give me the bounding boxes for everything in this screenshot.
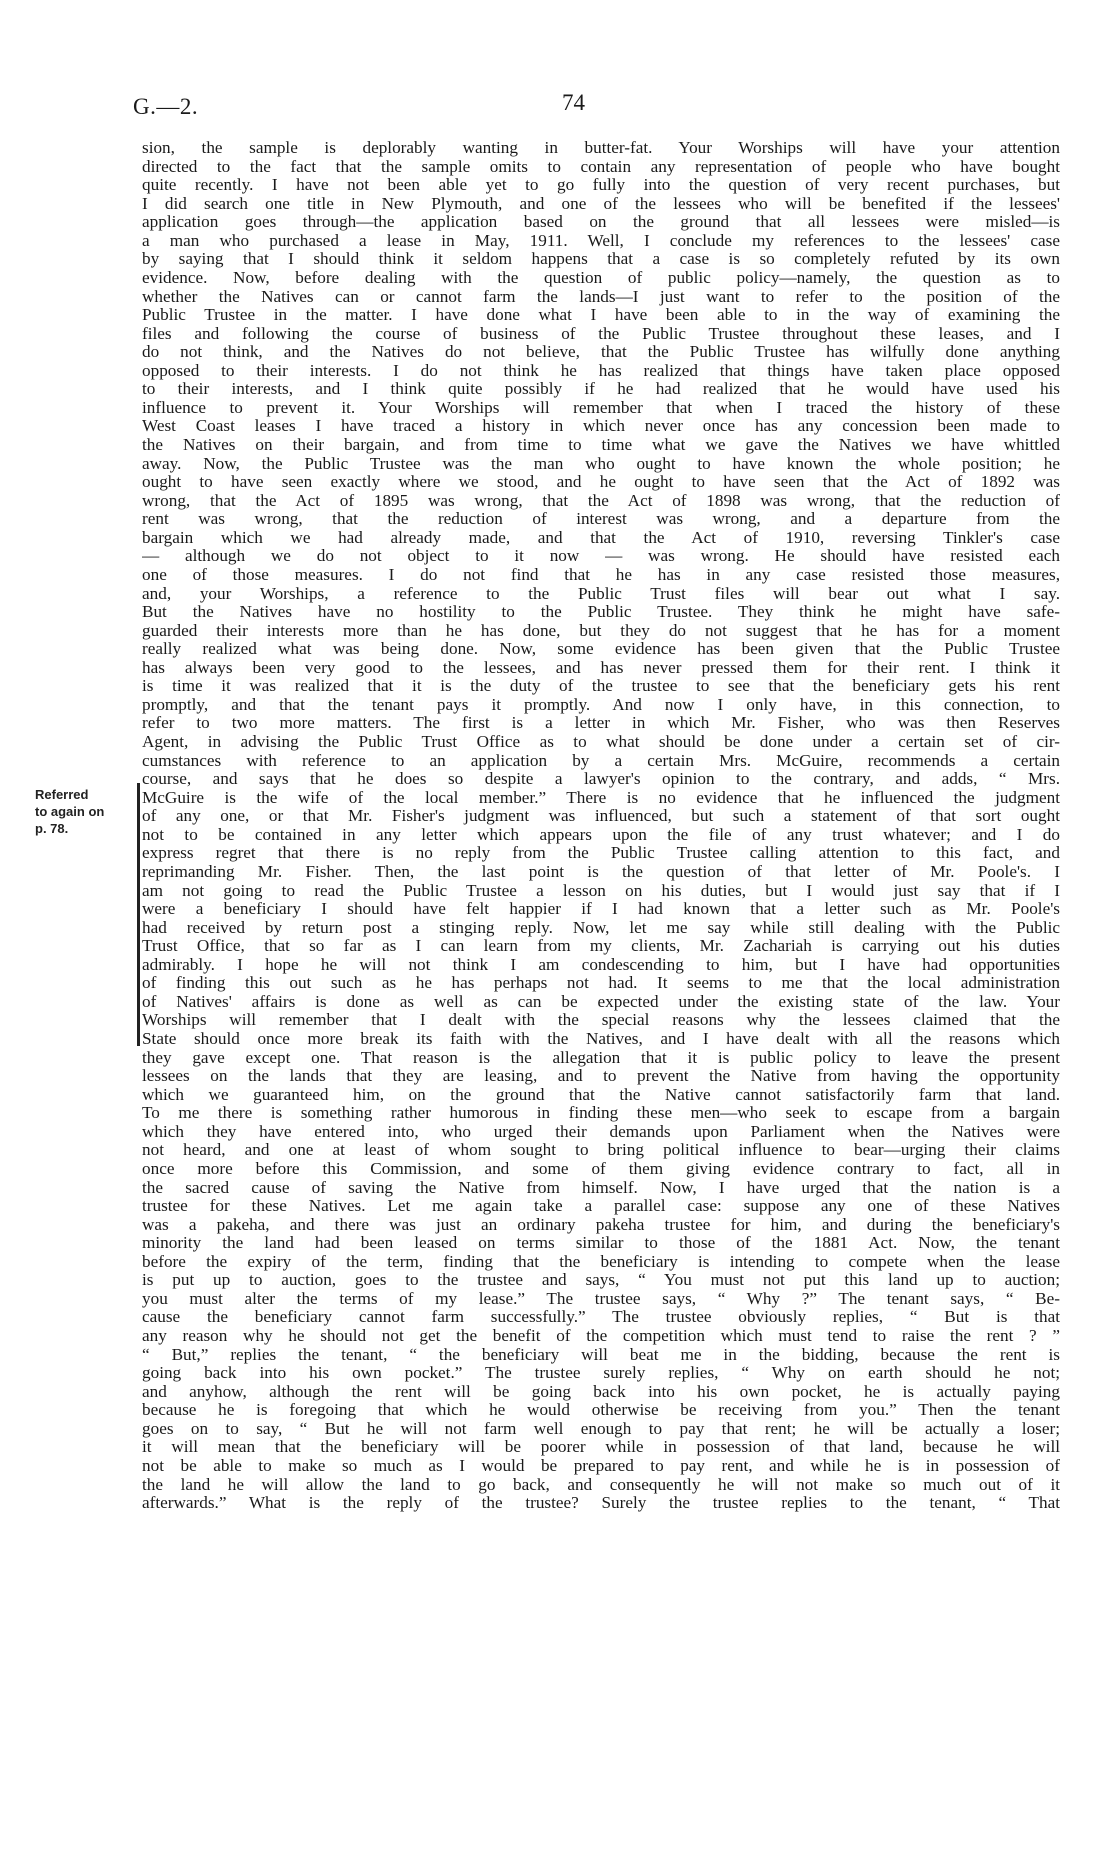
text-line: reprimanding Mr. Fisher. Then, the last point is the question of that letter of Mr. Poole's. I [142, 862, 1060, 881]
text-line: away. Now, the Public Trustee was the man who ought to have known the whole position; he [142, 454, 1060, 473]
text-line: before the expiry of the term, finding that the beneficiary is intending to compete when the lease [142, 1252, 1060, 1271]
text-line: goes on to say, “ But he will not farm well enough to pay that rent; he will be actually a loser; [142, 1419, 1060, 1438]
text-line: the sacred cause of saving the Native from himself. Now, I have urged that the nation is a [142, 1178, 1060, 1197]
text-line: you must alter the terms of my lease.” The trustee says, “ Why ?” The tenant says, “ Be- [142, 1289, 1060, 1308]
margin-note-line: to again on [35, 804, 105, 819]
text-line: not heard, and one at least of whom sought to bring political influence to bear—urging their claims [142, 1141, 1060, 1160]
text-line: is time it was realized that it is the duty of the trustee to see that the beneficiary gets his rent [142, 677, 1060, 696]
text-line: promptly, and that the tenant pays it promptly. And now I only have, in this connection, to [142, 695, 1060, 714]
margin-note-line: p. 78. [35, 821, 69, 836]
text-line: Agent, in advising the Public Trust Office as to what should be done under a certain set of cir- [142, 733, 1060, 751]
text-line: they gave except one. That reason is the allegation that it is public policy to leave the present [142, 1048, 1060, 1067]
text-line: directed to the fact that the sample omits to contain any representation of people who have bought [142, 157, 1060, 176]
text-line: really realized what was being done. Now, some evidence has been given that the Public Trustee [142, 640, 1060, 659]
text-line: wrong, that the Act of 1895 was wrong, that the Act of 1898 was wrong, that the reduction of [142, 491, 1060, 510]
text-line: of any one, or that Mr. Fisher's judgment was influenced, but such a statement of that sort ought [142, 807, 1060, 826]
margin-note [35, 786, 125, 837]
body-text [142, 139, 1060, 1513]
text-line: State should once more break its faith with the Natives, and I have dealt with all the reasons which [142, 1030, 1060, 1048]
text-line: one of those measures. I do not find that he has in any case resisted those measures, [142, 565, 1060, 584]
text-line: the Natives on their bargain, and from time to time what we gave the Natives we have whittled [142, 436, 1060, 454]
text-line: bargain which we had already made, and that the Act of 1910, reversing Tinkler's case [142, 528, 1060, 547]
text-line: any reason why he should not get the benefit of the competition which must tend to raise the rent ? ” [142, 1327, 1060, 1345]
text-line: influence to prevent it. Your Worships will remember that when I traced the history of these [142, 398, 1060, 417]
text-line: a man who purchased a lease in May, 1911. Well, I conclude my references to the lessees' case [142, 231, 1060, 250]
margin-note-line: Referred [35, 787, 89, 802]
text-line: because he is foregoing that which he would otherwise be receiving from you.” Then the tenant [142, 1401, 1060, 1420]
text-line: of Natives' affairs is done as well as can be expected under the existing state of the law. Your [142, 992, 1060, 1011]
text-line: to their interests, and I think quite possibly if he had realized that he would have used his [142, 380, 1060, 399]
text-line: “ But,” replies the tenant, “ the beneficiary will beat me in the bidding, because the rent is [142, 1345, 1060, 1364]
text-line: files and following the course of business of the Public Trustee throughout these leases, and I [142, 324, 1060, 343]
text-line: sion, the sample is deplorably wanting in butter-fat. Your Worships will have your attention [142, 139, 1060, 157]
text-line: West Coast leases I have traced a history in which never once has any concession been made to [142, 417, 1060, 436]
text-line: Worships will remember that I dealt with the special reasons why the lessees claimed that the [142, 1011, 1060, 1030]
text-line: going back into his own pocket.” The trustee surely replies, “ Why on earth should he not; [142, 1364, 1060, 1383]
text-line: But the Natives have no hostility to the Public Trustee. They think he might have safe- [142, 603, 1060, 622]
text-line: Trust Office, that so far as I can learn from my clients, Mr. Zachariah is carrying out his duties [142, 937, 1060, 956]
text-line: it will mean that the beneficiary will be poorer while in possession of that land, because he will [142, 1438, 1060, 1457]
text-line: Public Trustee in the matter. I have done what I have been able to in the way of examining the [142, 306, 1060, 325]
text-line: which they have entered into, who urged their demands upon Parliament when the Natives were [142, 1122, 1060, 1141]
text-line: rent was wrong, that the reduction of interest was wrong, and a departure from the [142, 510, 1060, 529]
text-line: of finding this out such as he has perhaps not had. It seems to me that the local administration [142, 974, 1060, 993]
text-line: To me there is something rather humorous in finding these men—who seek to escape from a bargain [142, 1104, 1060, 1123]
text-line: afterwards.” What is the reply of the trustee? Surely the trustee replies to the tenant, “ That [142, 1494, 1060, 1513]
text-line: application goes through—the application based on the ground that all lessees were misled—is [142, 213, 1060, 232]
text-line: was a pakeha, and there was just an ordinary pakeha trustee for him, and during the beneficiary's [142, 1215, 1060, 1234]
text-line: by saying that I should think it seldom happens that a case is so completely refuted by its own [142, 250, 1060, 269]
text-line: course, and says that he does so despite a lawyer's opinion to the contrary, and adds, “ Mrs. [142, 770, 1060, 789]
text-line: not to be contained in any letter which appears upon the file of any trust whatever; and I do [142, 825, 1060, 844]
text-line: McGuire is the wife of the local member.” There is no evidence that he influenced the judgment [142, 788, 1060, 807]
margin-marker-bar [137, 783, 140, 1046]
text-line: cumstances with reference to an application by a certain Mrs. McGuire, recommends a certain [142, 751, 1060, 770]
text-line: minority the land had been leased on terms similar to those of the 1881 Act. Now, the tenant [142, 1234, 1060, 1253]
text-line: I did search one title in New Plymouth, and one of the lessees who will be benefited if the lessees' [142, 194, 1060, 213]
text-line: trustee for these Natives. Let me again take a parallel case: suppose any one of these Natives [142, 1197, 1060, 1216]
document-reference: G.—2. [133, 94, 199, 119]
text-line: is put up to auction, goes to the trustee and says, “ You must not put this land up to auction; [142, 1271, 1060, 1290]
text-line: lessees on the lands that they are leasing, and to prevent the Native from having the opportunity [142, 1067, 1060, 1086]
text-line: am not going to read the Public Trustee a lesson on his duties, but I would just say that if I [142, 881, 1060, 900]
text-line: ought to have seen exactly where we stood, and he ought to have seen that the Act of 1892 was [142, 473, 1060, 492]
text-line: refer to two more matters. The first is a letter in which Mr. Fisher, who was then Reserves [142, 714, 1060, 733]
text-line: express regret that there is no reply from the Public Trustee calling attention to this fact, and [142, 844, 1060, 863]
text-line: and, your Worships, a reference to the Public Trust files will bear out what I say. [142, 584, 1060, 603]
page-number: 74 [562, 90, 585, 115]
text-line: do not think, and the Natives do not believe, that the Public Trustee has wilfully done anything [142, 343, 1060, 362]
text-line: quite recently. I have not been able yet to go fully into the question of very recent purchases, but [142, 176, 1060, 195]
text-line: were a beneficiary I should have felt happier if I had known that a letter such as Mr. Poole's [142, 900, 1060, 919]
text-line: whether the Natives can or cannot farm the lands—I just want to refer to the position of the [142, 287, 1060, 306]
text-line: — although we do not object to it now — was wrong. He should have resisted each [142, 547, 1060, 566]
text-line: had received by return post a stinging reply. Now, let me say while still dealing with the Public [142, 918, 1060, 937]
text-line: the land he will allow the land to go back, and consequently he will not make so much out of it [142, 1475, 1060, 1494]
text-line: which we guaranteed him, on the ground that the Native cannot satisfactorily farm that land. [142, 1085, 1060, 1104]
text-line: and anyhow, although the rent will be going back into his own pocket, he is actually paying [142, 1382, 1060, 1401]
text-line: guarded their interests more than he has done, but they do not suggest that he has for a moment [142, 621, 1060, 640]
text-line: not be able to make so much as I would be prepared to pay rent, and while he is in possession of [142, 1456, 1060, 1475]
text-line: evidence. Now, before dealing with the question of public policy—namely, the question as to [142, 268, 1060, 287]
text-line: has always been very good to the lessees, and has never pressed them for their rent. I think it [142, 658, 1060, 677]
text-line: once more before this Commission, and some of them giving evidence contrary to fact, all in [142, 1159, 1060, 1178]
text-line: cause the beneficiary cannot farm successfully.” The trustee obviously replies, “ But is that [142, 1308, 1060, 1327]
text-line: opposed to their interests. I do not think he has realized that things have taken place opposed [142, 361, 1060, 380]
text-line: admirably. I hope he will not think I am condescending to him, but I have had opportunities [142, 955, 1060, 974]
